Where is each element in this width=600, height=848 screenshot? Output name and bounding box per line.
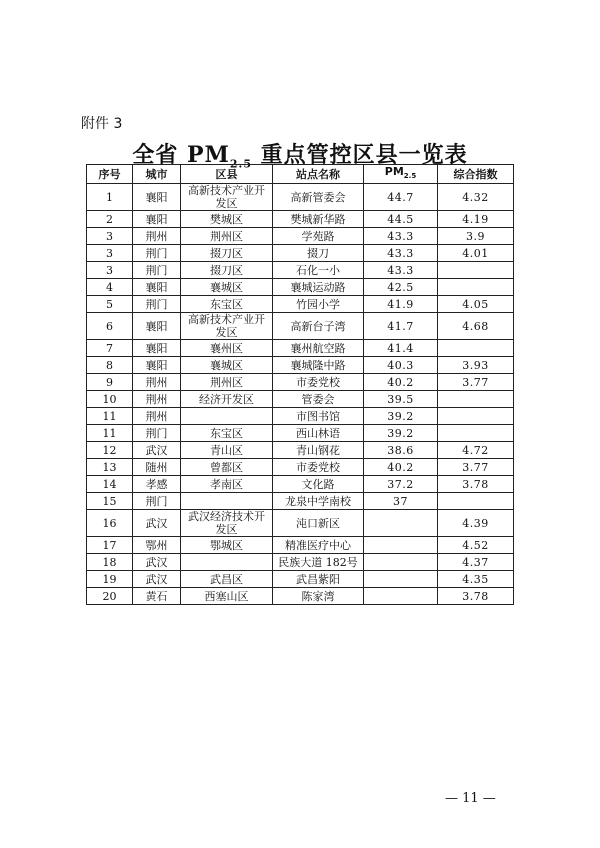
cell-city: 荆门 — [133, 296, 181, 313]
header-pm-main: PM — [384, 165, 404, 178]
cell-district: 荆州区 — [181, 374, 273, 391]
cell-seq: 13 — [87, 459, 133, 476]
cell-district: 高新技术产业开发区 — [181, 184, 273, 211]
cell-station: 民族大道 182号 — [273, 554, 364, 571]
table-row — [87, 340, 514, 357]
cell-station: 精准医疗中心 — [273, 537, 364, 554]
table-row — [87, 476, 514, 493]
table-row — [87, 184, 514, 211]
cell-seq: 16 — [87, 510, 133, 537]
table-row — [87, 296, 514, 313]
cell-city: 襄阳 — [133, 357, 181, 374]
cell-district — [181, 554, 273, 571]
cell-pm25: 44.7 — [364, 184, 438, 211]
cell-station: 高新管委会 — [273, 184, 364, 211]
cell-index — [438, 408, 514, 425]
cell-seq: 3 — [87, 262, 133, 279]
cell-station: 武昌紫阳 — [273, 571, 364, 588]
cell-district: 东宝区 — [181, 425, 273, 442]
cell-pm25: 40.2 — [364, 459, 438, 476]
cell-pm25: 39.2 — [364, 425, 438, 442]
cell-station: 龙泉中学南校 — [273, 493, 364, 510]
cell-pm25: 37 — [364, 493, 438, 510]
cell-seq: 11 — [87, 425, 133, 442]
cell-city: 荆州 — [133, 408, 181, 425]
table-row — [87, 228, 514, 245]
cell-district: 襄城区 — [181, 279, 273, 296]
table-row — [87, 391, 514, 408]
cell-pm25: 41.4 — [364, 340, 438, 357]
cell-station: 陈家湾 — [273, 588, 364, 605]
cell-district: 经济开发区 — [181, 391, 273, 408]
cell-district: 高新技术产业开发区 — [181, 313, 273, 340]
cell-district: 襄城区 — [181, 357, 273, 374]
table-row — [87, 262, 514, 279]
cell-station: 襄城运动路 — [273, 279, 364, 296]
pm25-table — [86, 164, 514, 605]
cell-seq: 4 — [87, 279, 133, 296]
cell-index: 4.32 — [438, 184, 514, 211]
header-city: 城市 — [133, 165, 181, 184]
table-row — [87, 313, 514, 340]
cell-pm25: 43.3 — [364, 262, 438, 279]
cell-index: 3.77 — [438, 459, 514, 476]
cell-district: 鄂城区 — [181, 537, 273, 554]
table-row — [87, 510, 514, 537]
cell-seq: 3 — [87, 228, 133, 245]
table-row — [87, 537, 514, 554]
cell-station: 市委党校 — [273, 374, 364, 391]
cell-pm25 — [364, 588, 438, 605]
title-rest: 重点管控区县一览表 — [252, 142, 468, 168]
table-row — [87, 588, 514, 605]
cell-district: 孝南区 — [181, 476, 273, 493]
cell-station: 管委会 — [273, 391, 364, 408]
cell-pm25: 42.5 — [364, 279, 438, 296]
cell-station: 学苑路 — [273, 228, 364, 245]
cell-seq: 7 — [87, 340, 133, 357]
cell-city: 荆门 — [133, 425, 181, 442]
cell-district — [181, 408, 273, 425]
cell-city: 荆州 — [133, 391, 181, 408]
cell-seq: 17 — [87, 537, 133, 554]
cell-city: 孝感 — [133, 476, 181, 493]
cell-district: 西塞山区 — [181, 588, 273, 605]
cell-index: 4.01 — [438, 245, 514, 262]
title-subscript: 2.5 — [229, 157, 253, 171]
page-number: — 11 — — [445, 791, 496, 806]
cell-seq: 20 — [87, 588, 133, 605]
cell-index: 4.52 — [438, 537, 514, 554]
cell-city: 荆州 — [133, 374, 181, 391]
cell-index: 4.37 — [438, 554, 514, 571]
cell-pm25: 40.2 — [364, 374, 438, 391]
cell-station: 襄州航空路 — [273, 340, 364, 357]
cell-district: 掇刀区 — [181, 262, 273, 279]
cell-index: 4.68 — [438, 313, 514, 340]
table-row — [87, 408, 514, 425]
cell-seq: 3 — [87, 245, 133, 262]
table-row — [87, 425, 514, 442]
cell-district: 青山区 — [181, 442, 273, 459]
cell-pm25: 41.7 — [364, 313, 438, 340]
header-index: 综合指数 — [438, 165, 514, 184]
table-row — [87, 571, 514, 588]
cell-city: 鄂州 — [133, 537, 181, 554]
cell-city: 荆门 — [133, 493, 181, 510]
cell-pm25: 38.6 — [364, 442, 438, 459]
cell-pm25: 44.5 — [364, 211, 438, 228]
cell-pm25 — [364, 510, 438, 537]
cell-index — [438, 493, 514, 510]
cell-station: 高新台子湾 — [273, 313, 364, 340]
cell-district: 樊城区 — [181, 211, 273, 228]
cell-city: 荆门 — [133, 245, 181, 262]
cell-city: 黄石 — [133, 588, 181, 605]
cell-index: 3.78 — [438, 588, 514, 605]
header-pm25 — [364, 165, 438, 184]
cell-station: 樊城新华路 — [273, 211, 364, 228]
cell-station: 西山林语 — [273, 425, 364, 442]
cell-index: 3.9 — [438, 228, 514, 245]
cell-pm25: 40.3 — [364, 357, 438, 374]
cell-pm25 — [364, 554, 438, 571]
cell-station: 市图书馆 — [273, 408, 364, 425]
cell-district — [181, 493, 273, 510]
cell-city: 随州 — [133, 459, 181, 476]
cell-pm25: 39.2 — [364, 408, 438, 425]
cell-seq: 10 — [87, 391, 133, 408]
header-row — [87, 165, 514, 184]
cell-index — [438, 262, 514, 279]
table-row — [87, 493, 514, 510]
cell-pm25 — [364, 537, 438, 554]
cell-city: 荆门 — [133, 262, 181, 279]
cell-seq: 19 — [87, 571, 133, 588]
cell-station: 文化路 — [273, 476, 364, 493]
cell-index: 4.35 — [438, 571, 514, 588]
cell-seq: 1 — [87, 184, 133, 211]
header-station: 站点名称 — [273, 165, 364, 184]
cell-city: 荆州 — [133, 228, 181, 245]
cell-index: 3.78 — [438, 476, 514, 493]
cell-station: 石化一小 — [273, 262, 364, 279]
cell-seq: 5 — [87, 296, 133, 313]
cell-pm25: 37.2 — [364, 476, 438, 493]
cell-city: 武汉 — [133, 442, 181, 459]
cell-pm25 — [364, 571, 438, 588]
cell-seq: 14 — [87, 476, 133, 493]
cell-district: 武昌区 — [181, 571, 273, 588]
cell-index: 3.77 — [438, 374, 514, 391]
table-body — [87, 184, 514, 605]
header-pm-sub: 2.5 — [403, 172, 417, 181]
cell-index: 4.05 — [438, 296, 514, 313]
cell-city: 武汉 — [133, 554, 181, 571]
cell-district: 曾都区 — [181, 459, 273, 476]
table-row — [87, 357, 514, 374]
cell-station: 襄城隆中路 — [273, 357, 364, 374]
attachment-label: 附件 3 — [81, 116, 123, 132]
cell-index: 3.93 — [438, 357, 514, 374]
cell-seq: 11 — [87, 408, 133, 425]
cell-city: 襄阳 — [133, 211, 181, 228]
cell-index: 4.72 — [438, 442, 514, 459]
cell-index — [438, 391, 514, 408]
table-row — [87, 554, 514, 571]
cell-station: 青山钢花 — [273, 442, 364, 459]
cell-seq: 8 — [87, 357, 133, 374]
cell-pm25: 41.9 — [364, 296, 438, 313]
cell-station: 市委党校 — [273, 459, 364, 476]
cell-district: 武汉经济技术开发区 — [181, 510, 273, 537]
cell-seq: 2 — [87, 211, 133, 228]
cell-index: 4.39 — [438, 510, 514, 537]
cell-city: 襄阳 — [133, 313, 181, 340]
table-row — [87, 459, 514, 476]
cell-district: 荆州区 — [181, 228, 273, 245]
title-main: 全省 PM — [132, 142, 230, 168]
cell-city: 襄阳 — [133, 340, 181, 357]
cell-district: 襄州区 — [181, 340, 273, 357]
cell-seq: 9 — [87, 374, 133, 391]
header-seq: 序号 — [87, 165, 133, 184]
cell-city: 武汉 — [133, 510, 181, 537]
cell-seq: 12 — [87, 442, 133, 459]
cell-district: 东宝区 — [181, 296, 273, 313]
cell-index — [438, 279, 514, 296]
cell-city: 襄阳 — [133, 279, 181, 296]
header-district: 区县 — [181, 165, 273, 184]
table-row — [87, 374, 514, 391]
table-row — [87, 442, 514, 459]
cell-station: 竹园小学 — [273, 296, 364, 313]
cell-city: 襄阳 — [133, 184, 181, 211]
table-row — [87, 245, 514, 262]
cell-station: 掇刀 — [273, 245, 364, 262]
cell-district: 掇刀区 — [181, 245, 273, 262]
cell-seq: 18 — [87, 554, 133, 571]
cell-seq: 15 — [87, 493, 133, 510]
cell-index: 4.19 — [438, 211, 514, 228]
cell-station: 沌口新区 — [273, 510, 364, 537]
cell-pm25: 43.3 — [364, 245, 438, 262]
cell-pm25: 43.3 — [364, 228, 438, 245]
table-row — [87, 279, 514, 296]
cell-pm25: 39.5 — [364, 391, 438, 408]
cell-index — [438, 425, 514, 442]
cell-city: 武汉 — [133, 571, 181, 588]
cell-seq: 6 — [87, 313, 133, 340]
cell-index — [438, 340, 514, 357]
table-row — [87, 211, 514, 228]
